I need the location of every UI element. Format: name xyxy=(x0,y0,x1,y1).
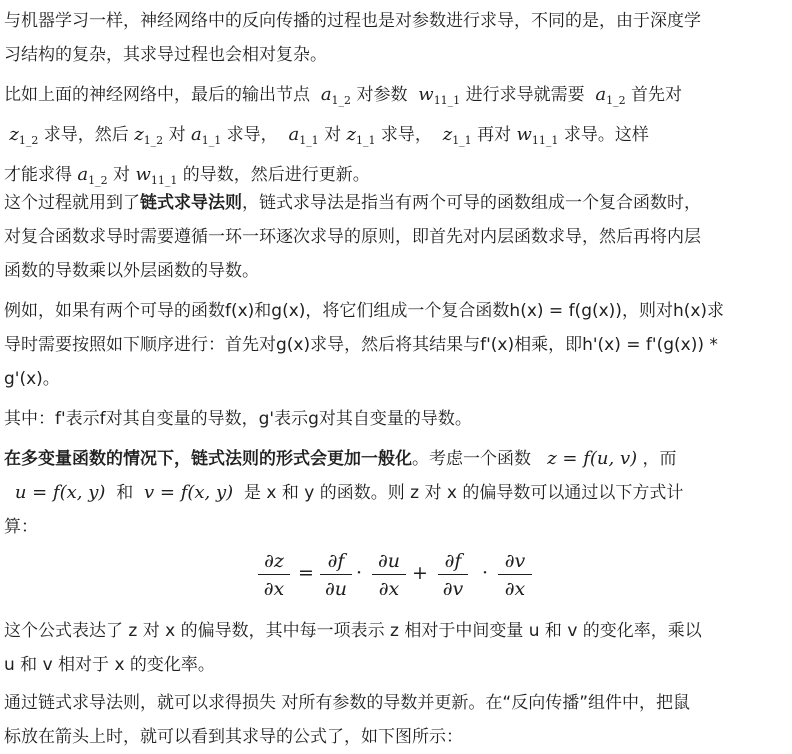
text-run: 再对 xyxy=(477,125,512,145)
paragraph-line: 通过链式求导法则，就可以求得损失 对所有参数的导数并更新。在“反向传播”组件中，把鼠 xyxy=(4,693,691,713)
math-var: $w_{11\_1}$ xyxy=(418,84,461,107)
paragraph-formula-explanation xyxy=(4,614,790,682)
math-var: $a_{1\_1}$ xyxy=(191,124,222,147)
math-var: $a_{1\_2}$ xyxy=(595,84,626,107)
math-var: $z_{1\_1}$ xyxy=(346,124,376,147)
chain-rule-formula xyxy=(250,548,550,606)
text-run: 对参数 xyxy=(356,85,408,105)
text-run: 对 xyxy=(324,125,342,145)
paragraph-example xyxy=(4,78,790,198)
paragraph-line: u 和 v 相对于 x 的变化率。 xyxy=(4,655,215,675)
fraction: ∂v ∂x xyxy=(498,548,532,601)
paragraph-line: 对复合函数求导时需要遵循一环一环逐次求导的原则，即首先对内层函数求导，然后再将内层 xyxy=(4,227,701,247)
paragraph-line: g'(x)。 xyxy=(4,369,60,389)
math-var: $w_{11\_1}$ xyxy=(135,164,178,187)
paragraph-line: 例如，如果有两个可导的函数f(x)和g(x)，将它们组成一个复合函数h(x) = f(g(x))，则对h(x)求 xyxy=(4,301,725,321)
text-run: 对 xyxy=(168,125,186,145)
math-var: $a_{1\_1}$ xyxy=(288,124,319,147)
paragraph-composite-example xyxy=(4,294,790,396)
bold-term: 在多变量函数的情况下，链式法则的形式会更加一般化 xyxy=(4,449,412,469)
text-run: 进行求导就需要 xyxy=(465,85,585,105)
math-expression: u = f(x, y) xyxy=(14,482,106,503)
plus-sign: + xyxy=(412,562,428,584)
math-var: $w_{11\_1}$ xyxy=(516,124,559,147)
math-expression: v = f(x, y) xyxy=(144,482,234,503)
dot-operator: · xyxy=(356,562,363,584)
paragraph-line: 算： xyxy=(4,517,38,537)
paragraph-intro xyxy=(4,4,790,72)
paragraph-line: 这个公式表达了 z 对 x 的偏导数，其中每一项表示 z 相对于中间变量 u 和 v 的变化率，乘以 xyxy=(4,621,702,641)
math-var: $z_{1\_2}$ xyxy=(134,124,164,147)
paragraph-line: 习结构的复杂，其求导过程也会相对复杂。 xyxy=(4,45,327,65)
equals-sign: = xyxy=(298,562,314,584)
text-run: 求导， xyxy=(380,125,432,145)
paragraph-line: 函数的导数乘以外层函数的导数。 xyxy=(4,261,259,281)
math-var: $z_{1\_1}$ xyxy=(442,124,472,147)
fraction: ∂z ∂x xyxy=(258,548,290,601)
paragraph-notation xyxy=(4,402,790,436)
paragraph-line: 与机器学习一样，神经网络中的反向传播的过程也是对参数进行求导，不同的是，由于深度学 xyxy=(4,11,701,31)
math-var: $a_{1\_2}$ xyxy=(77,164,108,187)
fraction: ∂f ∂u xyxy=(320,548,352,601)
paragraph-line xyxy=(4,78,790,118)
bold-term: 链式求导法则 xyxy=(140,193,242,213)
paragraph-line: 这个过程就用到了链式求导法则，链式求导法是指当有两个可导的函数组成一个复合函数时， xyxy=(4,193,701,213)
fraction: ∂f ∂v xyxy=(438,548,468,601)
paragraph-multivariable xyxy=(4,442,790,544)
math-var: $z_{1\_2}$ xyxy=(9,124,39,147)
text-run: 的导数，然后进行更新。 xyxy=(182,165,370,185)
text-run: 首先对 xyxy=(631,85,683,105)
paragraph-line: 在多变量函数的情况下，链式法则的形式会更加一般化。考虑一个函数 z = f(u, v) ，而 xyxy=(4,448,677,469)
text-run: 才能求得 xyxy=(4,165,72,185)
text-run: 对 xyxy=(113,165,131,185)
paragraph-line: 其中：f'表示f对其自变量的导数，g'表示g对其自变量的导数。 xyxy=(4,409,472,429)
paragraph-line: 标放在箭头上时，就可以看到其求导的公式了，如下图所示： xyxy=(4,727,463,747)
text-run: 求导，然后 xyxy=(43,125,129,145)
text-run: 比如上面的神经网络中，最后的输出节点 xyxy=(4,85,310,105)
paragraph-backprop-component xyxy=(4,686,790,754)
math-expression: z = f(u, v) xyxy=(547,448,638,469)
text-run: 求导。这样 xyxy=(563,125,649,145)
paragraph-line xyxy=(4,118,790,158)
math-var: $a_{1\_2}$ xyxy=(320,84,352,107)
paragraph-chain-rule xyxy=(4,186,790,288)
paragraph-line: 导时需要按照如下顺序进行：首先对g(x)求导，然后将其结果与f'(x)相乘，即h'(x) = f'(g(x)) * xyxy=(4,335,718,355)
dot-operator: · xyxy=(482,562,489,584)
paragraph-line: u = f(x, y) 和 v = f(x, y) 是 x 和 y 的函数。则 z 对 x 的偏导数可以通过以下方式计 xyxy=(14,482,684,503)
fraction: ∂u ∂x xyxy=(372,548,406,601)
text-run: 求导， xyxy=(226,125,278,145)
